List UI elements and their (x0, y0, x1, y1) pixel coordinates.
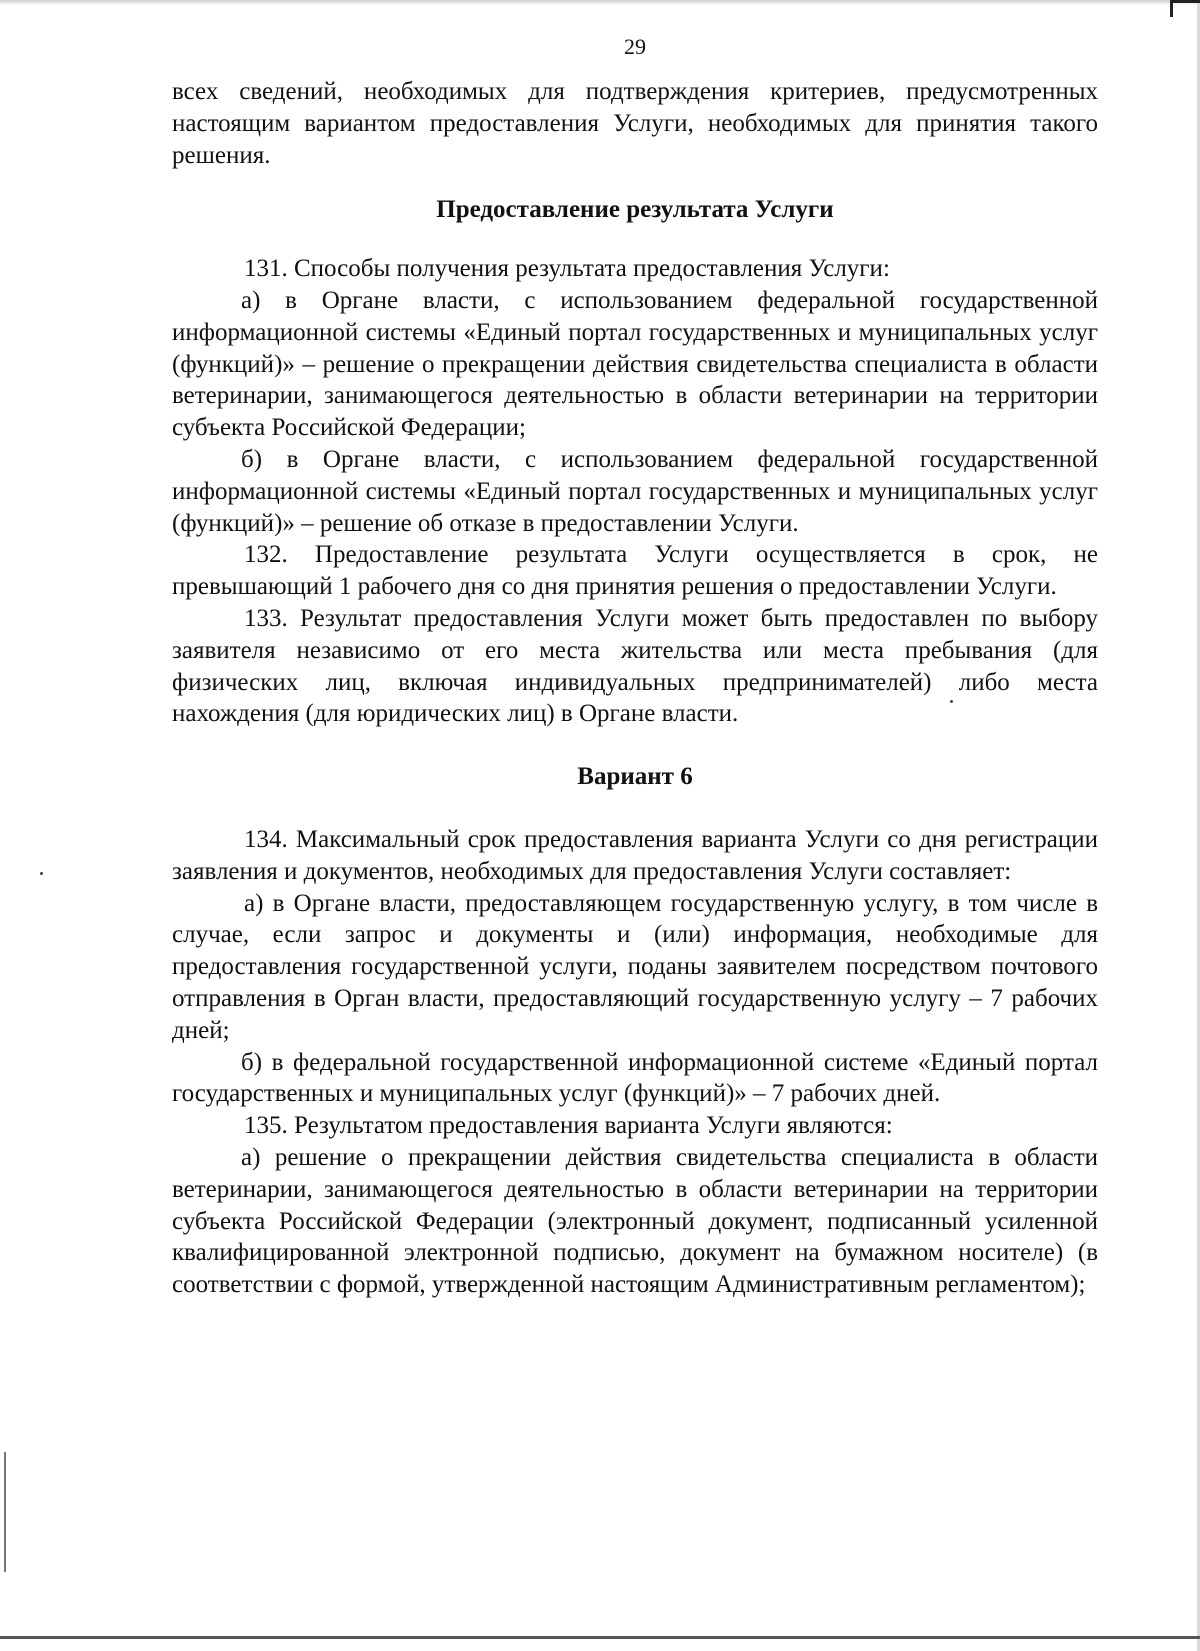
paragraph-131: 131. Способы получения результата предоставления Услуги: (244, 255, 890, 283)
paragraph-131-a: а) в Органе власти, с использованием федеральной государственной информационной системы «Единый портал государственных и муниципальных услуг (функций)» – решение о прекращении действия свидетельства специалиста в области ветеринарии, занимающегося деятельностью в области ветеринарии на территории субъекта Российской Федерации; (172, 286, 1098, 442)
paragraph-134-b: б) в федеральной государственной информационной системе «Единый портал государственных и муниципальных услуг (функций)» – 7 рабочих дней. (172, 1048, 1098, 1108)
scan-top-shadow (0, 0, 1200, 5)
scan-left-mark (4, 1452, 6, 1572)
paragraph-135: 135. Результатом предоставления варианта Услуги являются: (244, 1112, 893, 1140)
intro-paragraph: всех сведений, необходимых для подтверждения критериев, предусмотренных настоящим вариантом предоставления Услуги, необходимых для принятия такого решения. (172, 78, 1098, 169)
document-page (172, 34, 1098, 1301)
paragraph-134-a: а) в Органе власти, предоставляющем государственную услугу, в том числе в случае, если запрос и документы и (или) информация, необходимые для предоставления государственной услуги, поданы заявителем посредством почтового отправления в Орган власти, предоставляющий государственную услугу – 7 рабочих дней; (172, 889, 1098, 1044)
paragraph-134: 134. Максимальный срок предоставления варианта Услуги со дня регистрации заявления и документов, необходимых для предоставления Услуги составляет: (172, 825, 1098, 885)
scan-bottom-rule (0, 1636, 1200, 1639)
scan-dot (40, 872, 43, 875)
paragraph-131-b: б) в Органе власти, с использованием федеральной государственной информационной системы «Единый портал государственных и муниципальных услуг (функций)» – решение об отказе в предоставлении Услуги. (172, 445, 1098, 537)
section-heading: Предоставление результата Услуги (436, 196, 834, 224)
paragraph-135-a: а) решение о прекращении действия свидетельства специалиста в области ветеринарии, занимающегося деятельностью в области ветеринарии на территории субъекта Российской Федерации (электронный документ, подписанный усиленной квалифицированной электронной подписью, документ на бумажном носителе) (в соответствии с формой, утвержденной настоящим Административным регламентом); (172, 1143, 1098, 1299)
page-number: 29 (624, 34, 646, 59)
paragraph-133: 133. Результат предоставления Услуги может быть предоставлен по выбору заявителя независимо от его места жительства или места пребывания (для физических лиц, включая индивидуальных предпринимателей) либо места нахождения (для юридических лиц) в Органе власти. (172, 604, 1098, 728)
paragraph-132: 132. Предоставление результата Услуги осуществляется в срок, не превышающий 1 рабочего дня со дня принятия решения о предоставлении Услуги. (172, 541, 1098, 601)
scan-corner-mark (1170, 0, 1200, 17)
variant-heading: Вариант 6 (577, 763, 693, 791)
